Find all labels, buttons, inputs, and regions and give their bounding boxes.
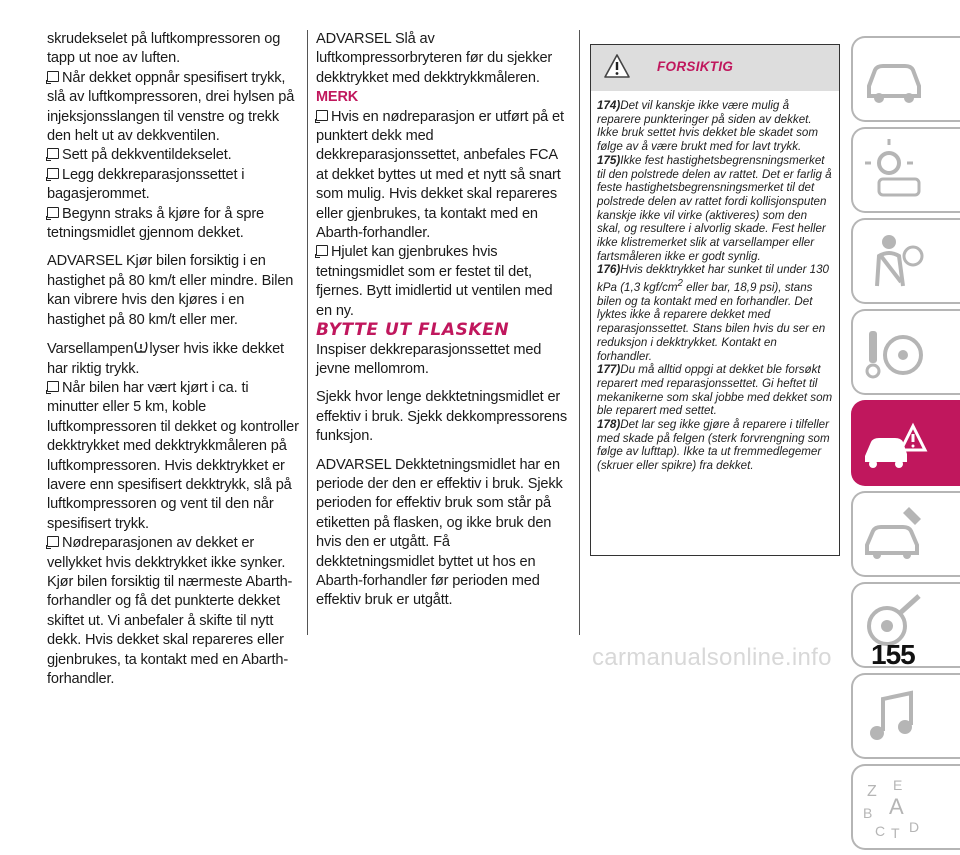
section-title: BYTTE UT FLASKEN bbox=[316, 320, 510, 341]
step-bullet-icon bbox=[47, 536, 59, 547]
caution-item: 177)Du må alltid oppgi at dekket ble forsøkt reparert med reparasjonssettet. Gi heftet til mekanikerne som skal jobbe med dekket som ble reparert med settet. bbox=[597, 363, 833, 418]
bullet-paragraph: Hvis en nødreparasjon er utført på et punktert dekk med dekkreparasjonssettet, anbefales FCA at dekket byttes ut med et nytt så snart som mulig. Hvis dekket skal repareres eller gjenbrukes, ta kontakt med en Abarth-forhandler. bbox=[316, 108, 564, 242]
tyre-pressure-warning-icon bbox=[133, 339, 149, 355]
bullet-paragraph: Legg dekkreparasjonssettet i bagasjerommet. bbox=[47, 166, 245, 203]
tab-maintenance[interactable] bbox=[851, 491, 960, 577]
caution-item: 176)Hvis dekktrykket har sunket til under 130 kPa (1,3 kgf/$cm^2$ eller bar, 18,9 psi), stans bilen og ta kontakt med en forhandler. Det lyktes ikke å reparere dekket med reparasjonssettet. Stans bilen hvis du ser en reduksjon i dekktrykket. Kontakt en forhandler. bbox=[597, 263, 830, 363]
svg-text:A: A bbox=[889, 794, 904, 819]
svg-text:C: C bbox=[875, 823, 886, 839]
watermark: carmanualsonline.info bbox=[592, 644, 832, 671]
caution-header bbox=[591, 45, 839, 91]
bullet-paragraph: Når dekket oppnår spesifisert trykk, slå av luftkompressoren, drei hylsen på injeksjonsslangen til venstre og trekk den helt ut av dekkventilen. bbox=[47, 69, 295, 145]
warning-triangle-icon bbox=[603, 53, 631, 79]
svg-text:T: T bbox=[891, 825, 900, 841]
alphabet-index-icon bbox=[859, 772, 929, 842]
bullet-paragraph: Hjulet kan gjenbrukes hvis tetningsmidlet som er festet til det, fjernes. Bytt imidlertid ut ventilen med en ny. bbox=[316, 244, 553, 319]
car-icon bbox=[859, 44, 929, 114]
caution-title: FORSIKTIG bbox=[657, 59, 734, 74]
svg-text:B: B bbox=[863, 805, 873, 821]
caution-item: 178)Det lar seg ikke gjøre å reparere i tilfeller med skade på felgen (sterk forvrengning som følge av lufttap). Ikke ta ut fremmedlegemer (skruer eller spikre) fra dekket. bbox=[597, 418, 830, 473]
step-bullet-icon bbox=[47, 71, 59, 82]
step-bullet-icon bbox=[47, 381, 59, 392]
car-service-icon bbox=[859, 499, 929, 569]
step-bullet-icon bbox=[47, 148, 59, 159]
step-bullet-icon bbox=[316, 110, 328, 121]
tab-multimedia[interactable] bbox=[851, 673, 960, 759]
text-column-left bbox=[47, 30, 299, 689]
tab-index[interactable] bbox=[851, 764, 960, 850]
tab-emergency[interactable] bbox=[851, 400, 960, 486]
car-breakdown-icon bbox=[859, 408, 929, 478]
paragraph: Sjekk hvor lenge dekktetningsmidlet er effektiv i bruk. Sjekk dekkompressorens funksjon. bbox=[316, 389, 568, 445]
paragraph: skrudekselet på luftkompressoren og tapp ut noe av luften. bbox=[47, 31, 281, 67]
text-column-middle bbox=[316, 30, 570, 611]
step-bullet-icon bbox=[47, 207, 59, 218]
warning-paragraph: ADVARSEL Dekktetningsmidlet har en periode der den er effektiv i bruk. Sjekk perioden for effektiv bruk som står på etiketten på flasken, og ikke bruk den hvis den er utgått. Få dekktetningsmidlet byttet ut hos en Abarth-forhandler før perioden med effektiv bruk er utgått. bbox=[316, 456, 563, 609]
warning-paragraph: ADVARSEL Kjør bilen forsiktig i en hastighet på 80 km/t eller mindre. Bilen kan vibrere hvis den kjøres i en hastighet på 80 km/t eller mer. bbox=[47, 253, 294, 328]
bullet-paragraph: Nødreparasjonen av dekket er vellykket hvis dekktrykket ikke synker. Kjør bilen forsiktig til nærmeste Abarth-forhandler og få det punkterte dekket skiftet ut. Vi anbefaler å skifte til nytt dekk. Hvis dekket skal repareres eller gjenbrukes, ta kontakt med en Abarth-forhandler. bbox=[47, 535, 293, 687]
column-divider bbox=[307, 30, 308, 635]
tab-car[interactable] bbox=[851, 36, 960, 122]
step-bullet-icon bbox=[47, 168, 59, 179]
step-bullet-icon bbox=[316, 245, 328, 256]
seatbelt-airbag-icon bbox=[859, 226, 929, 296]
music-icon bbox=[859, 681, 929, 751]
tab-safety[interactable] bbox=[851, 218, 960, 304]
column-divider bbox=[579, 30, 580, 635]
paragraph: Inspiser dekkreparasjonssettet med jevne mellomrom. bbox=[316, 341, 542, 377]
caution-item: 175)Ikke fest hastighetsbegrensningsmerket til den polstrede delen av rattet. Det er farlig å feste hastighetsbegrensningsmerket til det polstrede delen av rattet fordi kollisjonsputen kanskje ikke vil virke (aktiveres) som den skal, og resultere i alvorlig skade. Fest heller ikke klistremerket slik at varsellamper eller fartsmåleren ikke er godt synlig. bbox=[597, 153, 832, 263]
tab-starting-driving[interactable] bbox=[851, 309, 960, 395]
bullet-paragraph: Begynn straks å kjøre for å spre tetningsmidlet gjennom dekket. bbox=[47, 205, 265, 242]
svg-text:E: E bbox=[893, 777, 903, 793]
dashboard-light-icon bbox=[859, 135, 929, 205]
svg-text:Z: Z bbox=[867, 783, 877, 800]
note-heading: MERK bbox=[316, 89, 359, 106]
caution-item: 174)Det vil kanskje ikke være mulig å reparere punkteringer på siden av dekket. Ikke bruk settet hvis dekket ble skadet som følge av å være brukt med for lavt trykk. bbox=[597, 99, 819, 154]
tab-dashboard-lights[interactable] bbox=[851, 127, 960, 213]
key-steering-wheel-icon bbox=[859, 317, 929, 387]
chapter-tabs bbox=[851, 36, 960, 855]
svg-text:D: D bbox=[909, 819, 920, 835]
page-number: 155 bbox=[871, 639, 915, 670]
caution-box bbox=[590, 44, 840, 556]
warning-lamp-paragraph: Varsellampen lyser hvis ikke dekket har riktig trykk. bbox=[47, 341, 284, 377]
bullet-paragraph: Sett på dekkventildekselet. bbox=[47, 146, 299, 165]
bullet-paragraph: Når bilen har vært kjørt i ca. ti minutter eller 5 km, koble luftkompressoren til dekket og kontroller dekktrykket med dekktrykkmåleren på luftkompressoren. Hvis dekktrykket er lavere enn spesifisert dekktrykk, slå på luftkompressoren og vent til den når spesifisert trykk. bbox=[47, 379, 299, 532]
caution-body bbox=[591, 91, 839, 473]
warning-paragraph: ADVARSEL Slå av luftkompressorbryteren før du sjekker dekktrykket med dekktrykkmåleren. bbox=[316, 31, 553, 86]
